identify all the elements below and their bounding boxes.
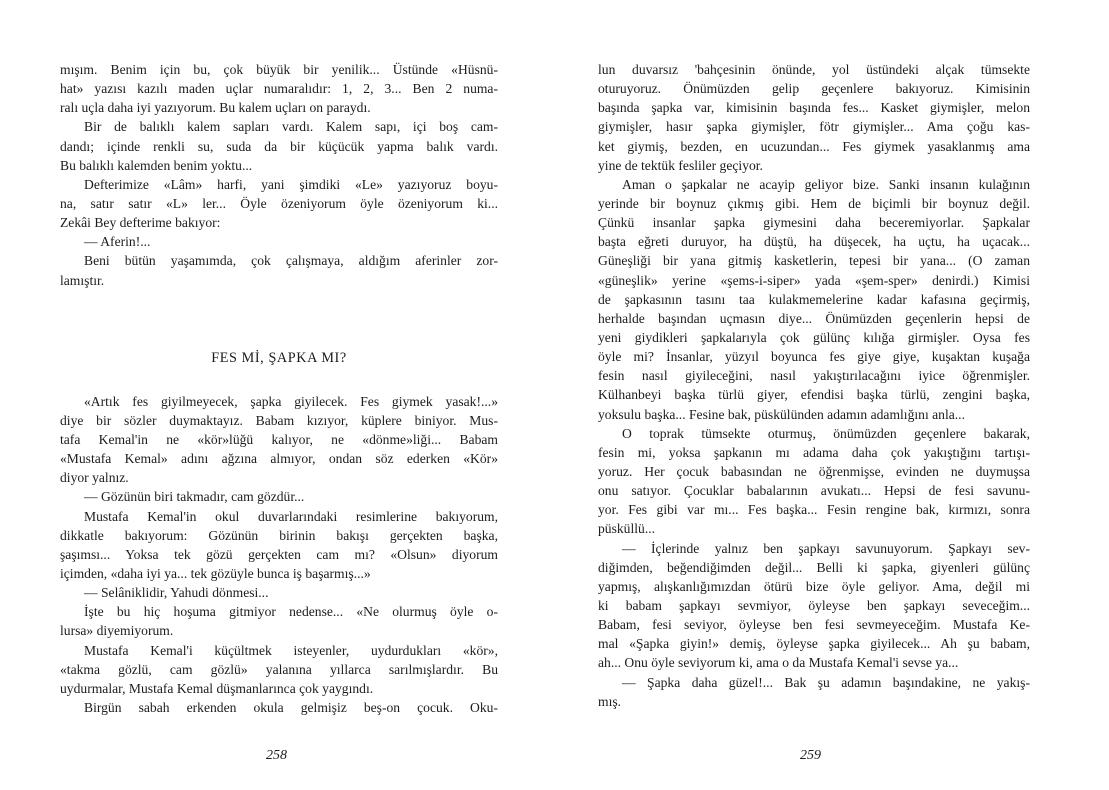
text-line: uydurmalar, Mustafa Kemal düşmanlarınca çok yaygındı.	[60, 680, 374, 696]
text-line: «Artık fes giyilmeyecek, şapka giyilecek. Fes giymek yasak!...»	[84, 393, 498, 409]
text-line: Külhanbeyi başka türlü giyer, efendisi başka türlü, zengini başka,	[598, 387, 1030, 403]
paragraph	[60, 392, 498, 488]
paragraph	[60, 698, 498, 717]
paragraph	[60, 175, 498, 232]
text-line: — Selâniklidir, Yahudi dönmesi...	[84, 585, 269, 601]
paragraph	[60, 251, 498, 289]
text-line: Mustafa Kemal'in okul duvarlarındaki resimlerine bakıyorum,	[84, 508, 498, 524]
text-line: — Şapka daha güzel!... Bak şu adamın başındakine, ne yakış-	[622, 674, 1030, 690]
text-line: başta eğreti duruyor, ha düştü, ha düşecek, ha uçtu, ha uçacak...	[598, 234, 1030, 250]
paragraph	[598, 539, 1030, 673]
paragraph	[598, 60, 1030, 175]
text-line: yine de tektük fesliler geçiyor.	[598, 157, 763, 173]
text-line: «güneşlik» yerine «şems-i-siper» yada «şem-sper» denirdi.) Kimisi	[598, 272, 1030, 288]
section-gap	[60, 368, 498, 392]
text-line: öyle mi? İnsanlar, yüzyıl boyunca fes giye giye, kuşaktan kuşağa	[598, 349, 1030, 365]
text-line: dikkatle bakıyorum: Gözünün birinin bakışı gerçekten başka,	[60, 527, 498, 543]
page-number: 258	[266, 748, 287, 763]
text-line: püsküllü...	[598, 521, 656, 537]
text-line: mış.	[598, 693, 622, 709]
paragraph	[60, 232, 498, 251]
text-line: «Mustafa Kemal» adını ağzına almıyor, ondan söz ederken «Kör»	[60, 451, 498, 467]
text-line: içimden, «daha iyi ya... tek gözüyle bunca iş başarmış...»	[60, 565, 371, 581]
text-line: de şapkasının tasını taa kulakmemelerine kadar kafasına geçirmiş,	[598, 291, 1030, 307]
text-line: Aman o şapkalar ne acayip geliyor bize. Sanki insanın kulağının	[622, 176, 1030, 192]
text-line: fesin mi, yoksa şapkanın mı adama daha çok yakıştığını tartışı-	[598, 444, 1030, 460]
paragraph	[60, 602, 498, 640]
paragraph	[60, 60, 498, 117]
section-heading: FES Mİ, ŞAPKA MI?	[211, 349, 347, 366]
text-line: mışım. Benim için bu, çok büyük bir yenilik... Üstünde «Hüsnü-	[60, 62, 498, 77]
text-line: Çünkü insanlar şapka giymesini daha beceremiyorlar. Şapkalar	[598, 215, 1030, 231]
text-line: İşte bu hiç hoşuma gitmiyor nedense... «Ne olurmuş öyle o-	[84, 604, 498, 620]
text-line: Bir de balıklı kalem sapları vardı. Kalem sapı, içi boş cam-	[84, 119, 498, 135]
text-line: Zekâi Bey defterime bakıyor:	[60, 215, 221, 231]
paragraph	[60, 507, 498, 584]
paragraph	[60, 117, 498, 174]
text-line: Bu balıklı kalemden benim yoktu...	[60, 157, 253, 173]
text-line: lamıştır.	[60, 272, 105, 288]
text-line: ket giymiş, bezden, en ucuzundan... Fes giymek yasaklanmış ama	[598, 138, 1030, 154]
text-line: lursa» diyemiyorum.	[60, 623, 174, 639]
text-line: na, satır satır «L» ler... Öyle özeniyorum öyle özeniyorum ki...	[60, 195, 498, 211]
paragraph	[598, 673, 1030, 711]
text-line: Defterimize «Lâm» harfi, yani şimdiki «Le» yazıyoruz boyu-	[84, 176, 498, 192]
page-number: 259	[800, 748, 821, 763]
text-line: giymişler, hasır şapka giymişler, fötr giymişler... Ama çoğu kas-	[598, 119, 1030, 135]
paragraph	[598, 175, 1030, 424]
text-line: fesin nasıl giyileceğini, nasıl yakıştırılacağını iyice öğrenmişler.	[598, 368, 1030, 384]
text-line: yerinde bir boynuz çıkmış gibi. Hem de biçimli bir boynuz değil.	[598, 195, 1030, 211]
text-line: yapmış, alışkanlığımızdan ötürü bize öyle geliyor. Ama, değil mi	[598, 578, 1030, 594]
text-line: — İçlerinde yalnız ben şapkayı savunuyorum. Şapkayı sev-	[622, 540, 1030, 556]
text-line: yoruz. Her çocuk babasından ne öğrenmişse, evinden ne duymuşsa	[598, 463, 1030, 479]
text-line: oturuyoruz. Önümüzden gelip geçenlere bakıyoruz. Kimisinin	[598, 81, 1030, 97]
text-line: onu satıyor. Çocuklar babalarının avukatı... Hepsi de fesi savunu-	[598, 483, 1030, 499]
text-line: yeni giydikleri şapkalarıyla çok gülünç kılığa girmişler. Oysa fes	[598, 329, 1030, 345]
text-line: ralı uçla daha iyi yazıyorum. Bu kalem uçları on paraydı.	[60, 100, 371, 116]
text-line: lun duvarsız 'bahçesinin önünde, yol üstündeki alçak tümsekte	[598, 62, 1030, 77]
text-line: O toprak tümsekte oturmuş, önümüzden geçenlere bakarak,	[622, 425, 1030, 441]
text-line: mal «Şapka giyin!» demiş, öyleyse şapka giyilecek... Ah şu babam,	[598, 636, 1030, 652]
text-line: diğimden, beğendiğimden değil... Belli ki şapka, giyenleri gülünç	[598, 559, 1030, 575]
text-line: Beni bütün yaşamımda, çok çalışmaya, aldığım aferinler zor-	[84, 253, 498, 269]
text-line: «takma gözlü, cam gözlü» yalanına yıllarca sarılmışlardır. Bu	[60, 661, 498, 677]
section-gap	[60, 290, 498, 348]
text-line: Babam, fesi seviyor, öyleyse ben fesi sevmeyeceğim. Mustafa Ke-	[598, 617, 1030, 633]
text-line: diyor yalnız.	[60, 470, 129, 486]
text-line: Birgün sabah erkenden okula gelmişiz beş-on çocuk. Oku-	[84, 699, 498, 715]
paragraph	[60, 487, 498, 506]
text-line: — Gözünün biri takmadır, cam gözdür...	[84, 489, 305, 505]
text-line: Güneşliği bir yana gitmiş kasketlerin, tepesi bir yana... (O zaman	[598, 253, 1030, 269]
text-line: şaşımsı... Yoksa tek gözü gerçekten cam mı? «Olsun» diyorum	[60, 546, 498, 562]
text-line: ki babam şapkayı sevmiyor, öyleyse ben şapkayı seveceğim...	[598, 597, 1030, 613]
text-line: herhalde başından uçmasın diye... Önümüzden geçenlerin hepsi de	[598, 310, 1030, 326]
text-line: dandı; içinde renkli su, suda da bir küçücük yapma balık vardı.	[60, 138, 498, 154]
text-line: diye bir sözler duymaktayız. Babam kızıyor, küplere biniyor. Mus-	[60, 412, 498, 428]
paragraph	[60, 641, 498, 698]
text-line: başında şapka var, kimisinin başında fes... Kasket giymişler, melon	[598, 100, 1030, 116]
paragraph	[60, 583, 498, 602]
text-line: yor. Fes gibi var mı... Fes başka... Fesin rengine bak, kırmızı, sonra	[598, 502, 1030, 518]
text-line: yoksulu başka... Fesine bak, püskülünden adamın adamlığını anla...	[598, 406, 965, 422]
text-line: ah... Onu öyle seviyorum ki, ama o da Mustafa Kemal'i sevse ya...	[598, 655, 959, 671]
text-line: tafa Kemal'in ne «kör»lüğü kalıyor, ne «dönme»liği... Babam	[60, 431, 498, 447]
left-page	[60, 60, 498, 717]
paragraph	[598, 424, 1030, 539]
text-line: Mustafa Kemal'i küçültmek isteyenler, uydurdukları «kör»,	[84, 642, 498, 658]
text-line: hat» yazısı kazılı maden uçlar numaralıdır: 1, 2, 3... Ben 2 numa-	[60, 81, 498, 97]
text-line: — Aferin!...	[84, 234, 151, 250]
right-page	[598, 60, 1030, 711]
